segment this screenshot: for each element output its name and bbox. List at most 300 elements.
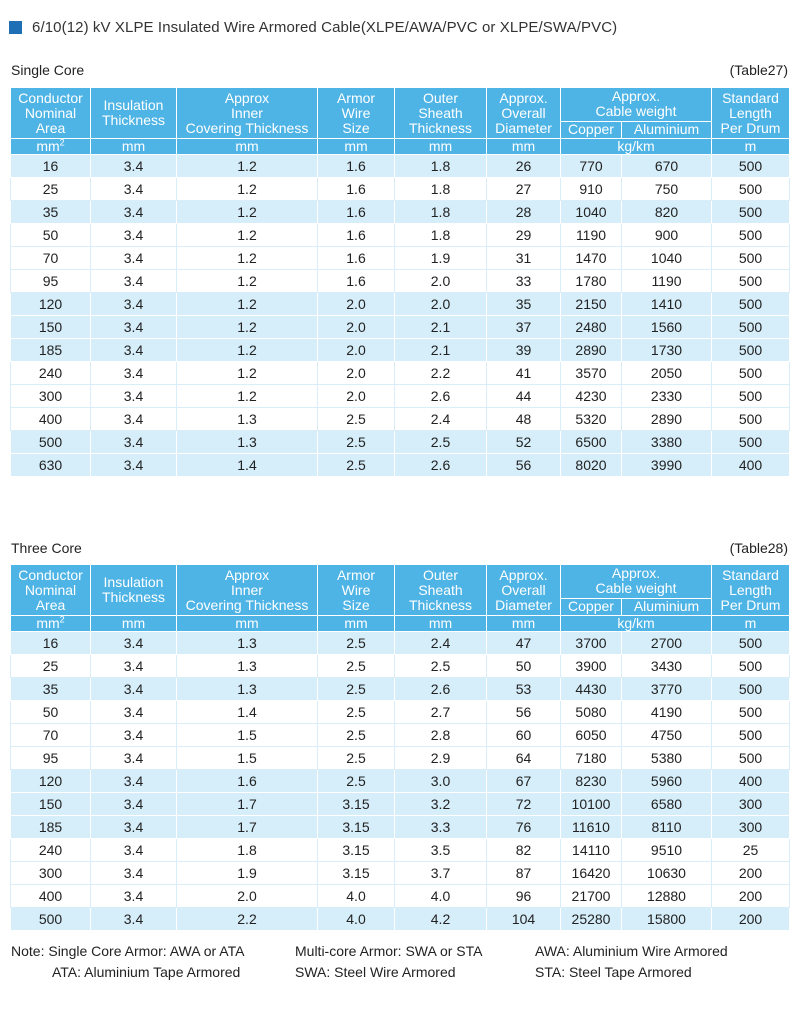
cell-copper-weight: 1470 — [561, 247, 622, 270]
cell-aluminium-weight: 9510 — [622, 839, 712, 862]
col-armor — [318, 88, 395, 139]
unit-weight: kg/km — [561, 616, 712, 632]
cell-copper-weight: 2150 — [561, 293, 622, 316]
table-row — [11, 816, 790, 839]
cell-aluminium-weight: 670 — [622, 155, 712, 178]
cell-length: 500 — [712, 339, 790, 362]
cell-copper-weight: 8020 — [561, 454, 622, 477]
cell-insulation: 3.4 — [91, 316, 177, 339]
cell-aluminium-weight: 2330 — [622, 385, 712, 408]
cell-outer: 3.0 — [395, 770, 487, 793]
cell-area: 95 — [11, 270, 91, 293]
header-line: Approx. — [611, 88, 661, 105]
cell-armor: 1.6 — [318, 155, 395, 178]
unit-diameter: mm — [487, 616, 561, 632]
cell-aluminium-weight: 1190 — [622, 270, 712, 293]
header-line: Sheath — [418, 581, 463, 598]
unit-superscript: 2 — [59, 138, 65, 148]
cell-aluminium-weight: 5960 — [622, 770, 712, 793]
cell-aluminium-weight: 6580 — [622, 793, 712, 816]
cell-inner: 1.2 — [177, 385, 318, 408]
cell-length: 500 — [712, 632, 790, 655]
unit-weight: kg/km — [561, 139, 712, 155]
header-line: Approx. — [499, 89, 548, 106]
cell-area: 70 — [11, 724, 91, 747]
unit-diameter: mm — [487, 139, 561, 155]
cell-area: 300 — [11, 385, 91, 408]
cell-copper-weight: 3570 — [561, 362, 622, 385]
cell-aluminium-weight: 900 — [622, 224, 712, 247]
col-copper: Copper — [561, 598, 622, 615]
cell-armor: 3.15 — [318, 793, 395, 816]
cell-area: 50 — [11, 701, 91, 724]
cell-aluminium-weight: 3380 — [622, 431, 712, 454]
cell-inner: 1.2 — [177, 339, 318, 362]
cell-inner: 1.2 — [177, 247, 318, 270]
cell-copper-weight: 6050 — [561, 724, 622, 747]
cell-outer: 2.8 — [395, 724, 487, 747]
cell-area: 185 — [11, 339, 91, 362]
cell-aluminium-weight: 1410 — [622, 293, 712, 316]
cell-insulation: 3.4 — [91, 408, 177, 431]
cell-aluminium-weight: 2700 — [622, 632, 712, 655]
cell-diameter: 87 — [487, 862, 561, 885]
cell-aluminium-weight: 2890 — [622, 408, 712, 431]
cell-inner: 2.0 — [177, 885, 318, 908]
cell-armor: 1.6 — [318, 247, 395, 270]
unit-area — [11, 616, 91, 632]
cell-aluminium-weight: 12880 — [622, 885, 712, 908]
cell-inner: 1.2 — [177, 201, 318, 224]
cell-aluminium-weight: 15800 — [622, 908, 712, 931]
header-line: Inner — [231, 581, 263, 598]
cell-armor: 2.5 — [318, 408, 395, 431]
table-row — [11, 724, 790, 747]
section-title: Single Core — [11, 62, 85, 78]
unit-text: mm — [36, 615, 60, 631]
cell-insulation: 3.4 — [91, 339, 177, 362]
cell-armor: 2.0 — [318, 385, 395, 408]
cell-insulation: 3.4 — [91, 431, 177, 454]
table-row — [11, 655, 790, 678]
header-line: Approx — [224, 566, 270, 583]
cell-outer: 3.3 — [395, 816, 487, 839]
cell-outer: 2.0 — [395, 270, 487, 293]
cell-outer: 2.2 — [395, 362, 487, 385]
cell-copper-weight: 3900 — [561, 655, 622, 678]
cell-inner: 1.3 — [177, 431, 318, 454]
cell-insulation: 3.4 — [91, 454, 177, 477]
cell-aluminium-weight: 8110 — [622, 816, 712, 839]
cell-area: 95 — [11, 747, 91, 770]
header-line: Conductor — [18, 566, 83, 583]
header-line: Thickness — [408, 119, 473, 136]
header-line: Inner — [231, 104, 263, 121]
cell-outer: 2.7 — [395, 701, 487, 724]
cell-diameter: 67 — [487, 770, 561, 793]
cell-diameter: 39 — [487, 339, 561, 362]
cell-copper-weight: 5080 — [561, 701, 622, 724]
cell-area: 70 — [11, 247, 91, 270]
unit-text: mm — [36, 138, 60, 154]
cell-aluminium-weight: 1730 — [622, 339, 712, 362]
note-single-core-armor: Note: Single Core Armor: AWA or ATA — [11, 943, 245, 959]
table-row — [11, 632, 790, 655]
cell-outer: 1.8 — [395, 155, 487, 178]
cell-diameter: 96 — [487, 885, 561, 908]
col-aluminium: Aluminium — [622, 598, 712, 615]
cell-armor: 2.5 — [318, 632, 395, 655]
cell-length: 500 — [712, 747, 790, 770]
cell-outer: 2.1 — [395, 316, 487, 339]
cell-aluminium-weight: 4750 — [622, 724, 712, 747]
cell-diameter: 29 — [487, 224, 561, 247]
cell-inner: 1.7 — [177, 816, 318, 839]
header-line: Wire — [341, 104, 371, 121]
table-row — [11, 862, 790, 885]
cell-copper-weight: 4230 — [561, 385, 622, 408]
header-line: Length — [729, 581, 772, 598]
cell-insulation: 3.4 — [91, 816, 177, 839]
table-row — [11, 270, 790, 293]
unit-inner: mm — [177, 616, 318, 632]
header-line: Overall — [501, 104, 546, 121]
cell-length: 500 — [712, 724, 790, 747]
cell-armor: 1.6 — [318, 270, 395, 293]
col-weight — [561, 565, 712, 599]
cell-length: 500 — [712, 155, 790, 178]
cell-diameter: 41 — [487, 362, 561, 385]
cell-diameter: 56 — [487, 701, 561, 724]
header-line: Per Drum — [720, 119, 781, 136]
cell-copper-weight: 1780 — [561, 270, 622, 293]
cell-outer: 2.9 — [395, 747, 487, 770]
cell-aluminium-weight: 10630 — [622, 862, 712, 885]
cell-copper-weight: 21700 — [561, 885, 622, 908]
header-line: Approx. — [611, 565, 661, 582]
page-title: 6/10(12) kV XLPE Insulated Wire Armored Cable(XLPE/AWA/PVC or XLPE/SWA/PVC) — [32, 18, 618, 36]
units-row — [11, 616, 790, 632]
header-line: Conductor — [18, 89, 83, 106]
cell-armor: 4.0 — [318, 908, 395, 931]
cell-inner: 1.4 — [177, 454, 318, 477]
cell-outer: 1.9 — [395, 247, 487, 270]
cell-insulation: 3.4 — [91, 724, 177, 747]
cell-inner: 1.8 — [177, 839, 318, 862]
cell-inner: 1.2 — [177, 224, 318, 247]
cell-diameter: 72 — [487, 793, 561, 816]
section-title: Three Core — [11, 540, 82, 556]
col-conductor — [11, 88, 91, 139]
unit-insulation: mm — [91, 616, 177, 632]
header-line: Thickness — [101, 589, 166, 605]
unit-inner: mm — [177, 139, 318, 155]
header-line: Outer — [422, 566, 458, 583]
cell-inner: 1.2 — [177, 155, 318, 178]
col-weight — [561, 88, 712, 122]
cell-armor: 3.15 — [318, 862, 395, 885]
col-outer-sheath — [395, 88, 487, 139]
table-row — [11, 362, 790, 385]
cell-copper-weight: 16420 — [561, 862, 622, 885]
note-ata: ATA: Aluminium Tape Armored — [52, 964, 241, 980]
cell-inner: 1.4 — [177, 701, 318, 724]
cell-insulation: 3.4 — [91, 385, 177, 408]
note-line-2 — [11, 962, 791, 983]
table-row — [11, 770, 790, 793]
single-core-heading — [11, 60, 788, 80]
cell-armor: 2.5 — [318, 747, 395, 770]
cell-length: 400 — [712, 770, 790, 793]
table-row — [11, 793, 790, 816]
cell-insulation: 3.4 — [91, 655, 177, 678]
header-line: Covering Thickness — [185, 119, 309, 136]
cell-inner: 1.5 — [177, 724, 318, 747]
cell-length: 500 — [712, 247, 790, 270]
cell-insulation: 3.4 — [91, 678, 177, 701]
table-row — [11, 747, 790, 770]
cell-copper-weight: 7180 — [561, 747, 622, 770]
cell-copper-weight: 910 — [561, 178, 622, 201]
cell-insulation: 3.4 — [91, 362, 177, 385]
cell-aluminium-weight: 1040 — [622, 247, 712, 270]
three-core-table — [10, 564, 790, 931]
cell-outer: 2.4 — [395, 632, 487, 655]
title-bullet-icon — [9, 21, 22, 34]
col-length — [712, 88, 790, 139]
header-line: Covering Thickness — [185, 596, 309, 613]
col-insulation — [91, 88, 177, 139]
cell-outer: 1.8 — [395, 178, 487, 201]
col-armor — [318, 565, 395, 616]
cell-insulation: 3.4 — [91, 701, 177, 724]
cell-outer: 1.8 — [395, 201, 487, 224]
header-line: Insulation — [103, 97, 164, 113]
cell-insulation: 3.4 — [91, 201, 177, 224]
header-line: Outer — [422, 89, 458, 106]
unit-outer: mm — [395, 139, 487, 155]
header-line: Diameter — [495, 119, 552, 136]
cell-aluminium-weight: 3430 — [622, 655, 712, 678]
header-line: Armor — [336, 89, 376, 106]
note-swa: SWA: Steel Wire Armored — [295, 964, 456, 980]
cell-aluminium-weight: 3990 — [622, 454, 712, 477]
header-line: Thickness — [408, 596, 473, 613]
cell-outer: 2.6 — [395, 385, 487, 408]
cell-outer: 2.5 — [395, 655, 487, 678]
header-line: Cable weight — [595, 580, 677, 597]
header-line: Diameter — [495, 596, 552, 613]
cell-length: 500 — [712, 408, 790, 431]
header-line: Standard — [722, 89, 779, 106]
cell-armor: 2.5 — [318, 770, 395, 793]
cell-copper-weight: 2480 — [561, 316, 622, 339]
cell-area: 185 — [11, 816, 91, 839]
cell-copper-weight: 1190 — [561, 224, 622, 247]
cell-armor: 3.15 — [318, 816, 395, 839]
cell-copper-weight: 770 — [561, 155, 622, 178]
cell-length: 400 — [712, 454, 790, 477]
table-row — [11, 454, 790, 477]
unit-area — [11, 139, 91, 155]
cell-length: 200 — [712, 862, 790, 885]
cell-length: 300 — [712, 793, 790, 816]
cell-length: 500 — [712, 431, 790, 454]
cell-armor: 2.5 — [318, 655, 395, 678]
table-label: (Table27) — [729, 62, 788, 78]
cell-copper-weight: 2890 — [561, 339, 622, 362]
col-conductor — [11, 565, 91, 616]
unit-outer: mm — [395, 616, 487, 632]
cell-diameter: 47 — [487, 632, 561, 655]
table-row — [11, 885, 790, 908]
cell-length: 500 — [712, 655, 790, 678]
cell-outer: 3.7 — [395, 862, 487, 885]
cell-length: 500 — [712, 201, 790, 224]
cell-outer: 2.4 — [395, 408, 487, 431]
header-line: Length — [729, 104, 772, 121]
cell-length: 500 — [712, 178, 790, 201]
cell-diameter: 44 — [487, 385, 561, 408]
cell-area: 500 — [11, 908, 91, 931]
cell-insulation: 3.4 — [91, 862, 177, 885]
cell-aluminium-weight: 5380 — [622, 747, 712, 770]
cell-area: 35 — [11, 678, 91, 701]
cell-copper-weight: 11610 — [561, 816, 622, 839]
cell-outer: 2.0 — [395, 293, 487, 316]
cell-inner: 1.3 — [177, 678, 318, 701]
cell-copper-weight: 3700 — [561, 632, 622, 655]
cell-copper-weight: 5320 — [561, 408, 622, 431]
cell-armor: 2.0 — [318, 362, 395, 385]
header-line: Standard — [722, 566, 779, 583]
cell-aluminium-weight: 820 — [622, 201, 712, 224]
unit-armor: mm — [318, 139, 395, 155]
cell-armor: 4.0 — [318, 885, 395, 908]
header-line: Approx — [224, 89, 270, 106]
cell-insulation: 3.4 — [91, 908, 177, 931]
header-line: Wire — [341, 581, 371, 598]
cell-outer: 4.2 — [395, 908, 487, 931]
cell-length: 500 — [712, 316, 790, 339]
note-awa: AWA: Aluminium Wire Armored — [535, 943, 728, 959]
table-row — [11, 385, 790, 408]
cell-area: 25 — [11, 655, 91, 678]
header-line: Area — [35, 119, 66, 136]
cell-armor: 3.15 — [318, 839, 395, 862]
cell-armor: 1.6 — [318, 201, 395, 224]
header-line: Nominal — [24, 104, 77, 121]
cell-area: 150 — [11, 316, 91, 339]
cell-inner: 1.3 — [177, 655, 318, 678]
col-outer-sheath — [395, 565, 487, 616]
cell-length: 200 — [712, 885, 790, 908]
cell-insulation: 3.4 — [91, 178, 177, 201]
cell-insulation: 3.4 — [91, 270, 177, 293]
cell-armor: 2.0 — [318, 316, 395, 339]
cell-aluminium-weight: 1560 — [622, 316, 712, 339]
table-row — [11, 224, 790, 247]
cell-armor: 2.0 — [318, 293, 395, 316]
units-row — [11, 139, 790, 155]
cell-copper-weight: 14110 — [561, 839, 622, 862]
cell-inner: 1.9 — [177, 862, 318, 885]
cell-area: 400 — [11, 885, 91, 908]
cell-outer: 1.8 — [395, 224, 487, 247]
cell-length: 500 — [712, 224, 790, 247]
header-line: Nominal — [24, 581, 77, 598]
header-line: Area — [35, 596, 66, 613]
cell-inner: 1.2 — [177, 316, 318, 339]
unit-armor: mm — [318, 616, 395, 632]
cell-insulation: 3.4 — [91, 632, 177, 655]
cell-armor: 1.6 — [318, 224, 395, 247]
header-line: Size — [342, 119, 370, 136]
cell-inner: 1.3 — [177, 408, 318, 431]
cell-inner: 1.2 — [177, 362, 318, 385]
cell-diameter: 37 — [487, 316, 561, 339]
cell-diameter: 64 — [487, 747, 561, 770]
cell-length: 500 — [712, 293, 790, 316]
cell-outer: 2.6 — [395, 678, 487, 701]
cell-length: 200 — [712, 908, 790, 931]
cell-aluminium-weight: 4190 — [622, 701, 712, 724]
cell-insulation: 3.4 — [91, 770, 177, 793]
header-line: Insulation — [103, 574, 164, 590]
cell-area: 500 — [11, 431, 91, 454]
cell-insulation: 3.4 — [91, 247, 177, 270]
unit-length: m — [712, 139, 790, 155]
cell-copper-weight: 1040 — [561, 201, 622, 224]
header-line: Overall — [501, 581, 546, 598]
table-label: (Table28) — [729, 540, 788, 556]
cell-aluminium-weight: 2050 — [622, 362, 712, 385]
cell-copper-weight: 6500 — [561, 431, 622, 454]
cell-diameter: 26 — [487, 155, 561, 178]
table-row — [11, 431, 790, 454]
cell-armor: 2.5 — [318, 454, 395, 477]
col-insulation — [91, 565, 177, 616]
header-line: Thickness — [101, 112, 166, 128]
cell-area: 150 — [11, 793, 91, 816]
single-core-table — [10, 87, 790, 477]
cell-armor: 2.5 — [318, 431, 395, 454]
col-diameter — [487, 88, 561, 139]
table-row — [11, 293, 790, 316]
header-line: Approx. — [499, 566, 548, 583]
cell-aluminium-weight: 3770 — [622, 678, 712, 701]
cell-insulation: 3.4 — [91, 293, 177, 316]
table-row — [11, 701, 790, 724]
cell-diameter: 53 — [487, 678, 561, 701]
table-row — [11, 201, 790, 224]
cell-length: 500 — [712, 270, 790, 293]
cell-area: 16 — [11, 632, 91, 655]
unit-length: m — [712, 616, 790, 632]
cell-insulation: 3.4 — [91, 155, 177, 178]
cell-inner: 1.7 — [177, 793, 318, 816]
three-core-heading — [11, 538, 788, 558]
cell-armor: 2.5 — [318, 701, 395, 724]
cell-length: 500 — [712, 362, 790, 385]
table-row — [11, 839, 790, 862]
note-sta: STA: Steel Tape Armored — [535, 964, 692, 980]
cell-diameter: 33 — [487, 270, 561, 293]
cell-copper-weight: 8230 — [561, 770, 622, 793]
header-line: Sheath — [418, 104, 463, 121]
cell-area: 630 — [11, 454, 91, 477]
cell-length: 25 — [712, 839, 790, 862]
